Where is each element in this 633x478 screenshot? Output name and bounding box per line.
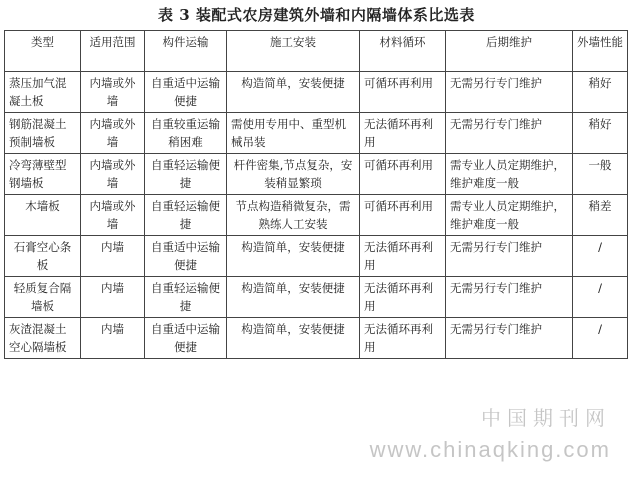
cell-transport: 自重轻运输便捷 [145, 195, 227, 236]
cell-maintenance: 需专业人员定期维护，维护难度一般 [446, 154, 573, 195]
cell-performance: 稍好 [573, 72, 628, 113]
cell-scope: 内墙 [81, 236, 145, 277]
cell-recycle: 可循环再利用 [360, 195, 446, 236]
cell-maintenance: 需专业人员定期维护，维护难度一般 [446, 195, 573, 236]
cell-transport: 自重轻运输便捷 [145, 154, 227, 195]
cell-recycle: 无法循环再利用 [360, 236, 446, 277]
cell-recycle: 可循环再利用 [360, 154, 446, 195]
cell-transport: 自重轻运输便捷 [145, 277, 227, 318]
cell-maintenance: 无需另行专门维护 [446, 72, 573, 113]
cell-scope: 内墙 [81, 277, 145, 318]
watermark-url: www.chinaqking.com [369, 437, 611, 462]
table-row [5, 277, 628, 318]
cell-transport: 自重适中运输便捷 [145, 236, 227, 277]
table-row [5, 72, 628, 113]
cell-install: 杆件密集,节点复杂，安装稍显繁琐 [227, 154, 360, 195]
cell-install: 节点构造稍微复杂，需熟练人工安装 [227, 195, 360, 236]
header-row [5, 31, 628, 72]
comparison-table [4, 30, 628, 359]
cell-scope: 内墙或外墙 [81, 195, 145, 236]
table-row [5, 318, 628, 359]
cell-type: 冷弯薄壁型钢墙板 [5, 154, 81, 195]
cell-install: 构造简单，安装便捷 [227, 72, 360, 113]
cell-transport: 自重适中运输便捷 [145, 72, 227, 113]
cell-maintenance: 无需另行专门维护 [446, 277, 573, 318]
watermark-name: 中国期刊网 [481, 408, 611, 430]
col-header-install: 施工安装 [227, 31, 360, 72]
cell-maintenance: 无需另行专门维护 [446, 113, 573, 154]
table-row [5, 236, 628, 277]
cell-type: 木墙板 [5, 195, 81, 236]
col-header-performance: 外墙性能 [573, 31, 628, 72]
cell-maintenance: 无需另行专门维护 [446, 318, 573, 359]
cell-type: 轻质复合隔墙板 [5, 277, 81, 318]
cell-transport: 自重适中运输便捷 [145, 318, 227, 359]
cell-type: 灰渣混凝土空心隔墙板 [5, 318, 81, 359]
cell-performance: 稍好 [573, 113, 628, 154]
cell-performance: 一般 [573, 154, 628, 195]
cell-performance: 稍差 [573, 195, 628, 236]
table-row [5, 113, 628, 154]
cell-performance: / [573, 277, 628, 318]
cell-type: 钢筋混凝土预制墙板 [5, 113, 81, 154]
cell-install: 构造简单，安装便捷 [227, 236, 360, 277]
table-row [5, 154, 628, 195]
cell-scope: 内墙 [81, 318, 145, 359]
col-header-maintenance: 后期维护 [446, 31, 573, 72]
cell-performance: / [573, 318, 628, 359]
cell-install: 构造简单，安装便捷 [227, 318, 360, 359]
cell-type: 石膏空心条板 [5, 236, 81, 277]
cell-recycle: 无法循环再利用 [360, 277, 446, 318]
cell-maintenance: 无需另行专门维护 [446, 236, 573, 277]
cell-scope: 内墙或外墙 [81, 113, 145, 154]
table-caption: 表 3 装配式农房建筑外墙和内隔墙体系比选表 [158, 6, 475, 24]
cell-scope: 内墙或外墙 [81, 154, 145, 195]
table-row [5, 195, 628, 236]
col-header-scope: 适用范围 [81, 31, 145, 72]
cell-recycle: 可循环再利用 [360, 72, 446, 113]
col-header-recycle: 材料循环 [360, 31, 446, 72]
cell-recycle: 无法循环再利用 [360, 113, 446, 154]
cell-performance: / [573, 236, 628, 277]
cell-type: 蒸压加气混凝土板 [5, 72, 81, 113]
cell-transport: 自重较重运输稍困难 [145, 113, 227, 154]
col-header-type: 类型 [5, 31, 81, 72]
site-watermark [370, 402, 611, 463]
cell-install: 需使用专用中、重型机械吊装 [227, 113, 360, 154]
cell-recycle: 无法循环再利用 [360, 318, 446, 359]
cell-install: 构造简单，安装便捷 [227, 277, 360, 318]
cell-scope: 内墙或外墙 [81, 72, 145, 113]
col-header-transport: 构件运输 [145, 31, 227, 72]
